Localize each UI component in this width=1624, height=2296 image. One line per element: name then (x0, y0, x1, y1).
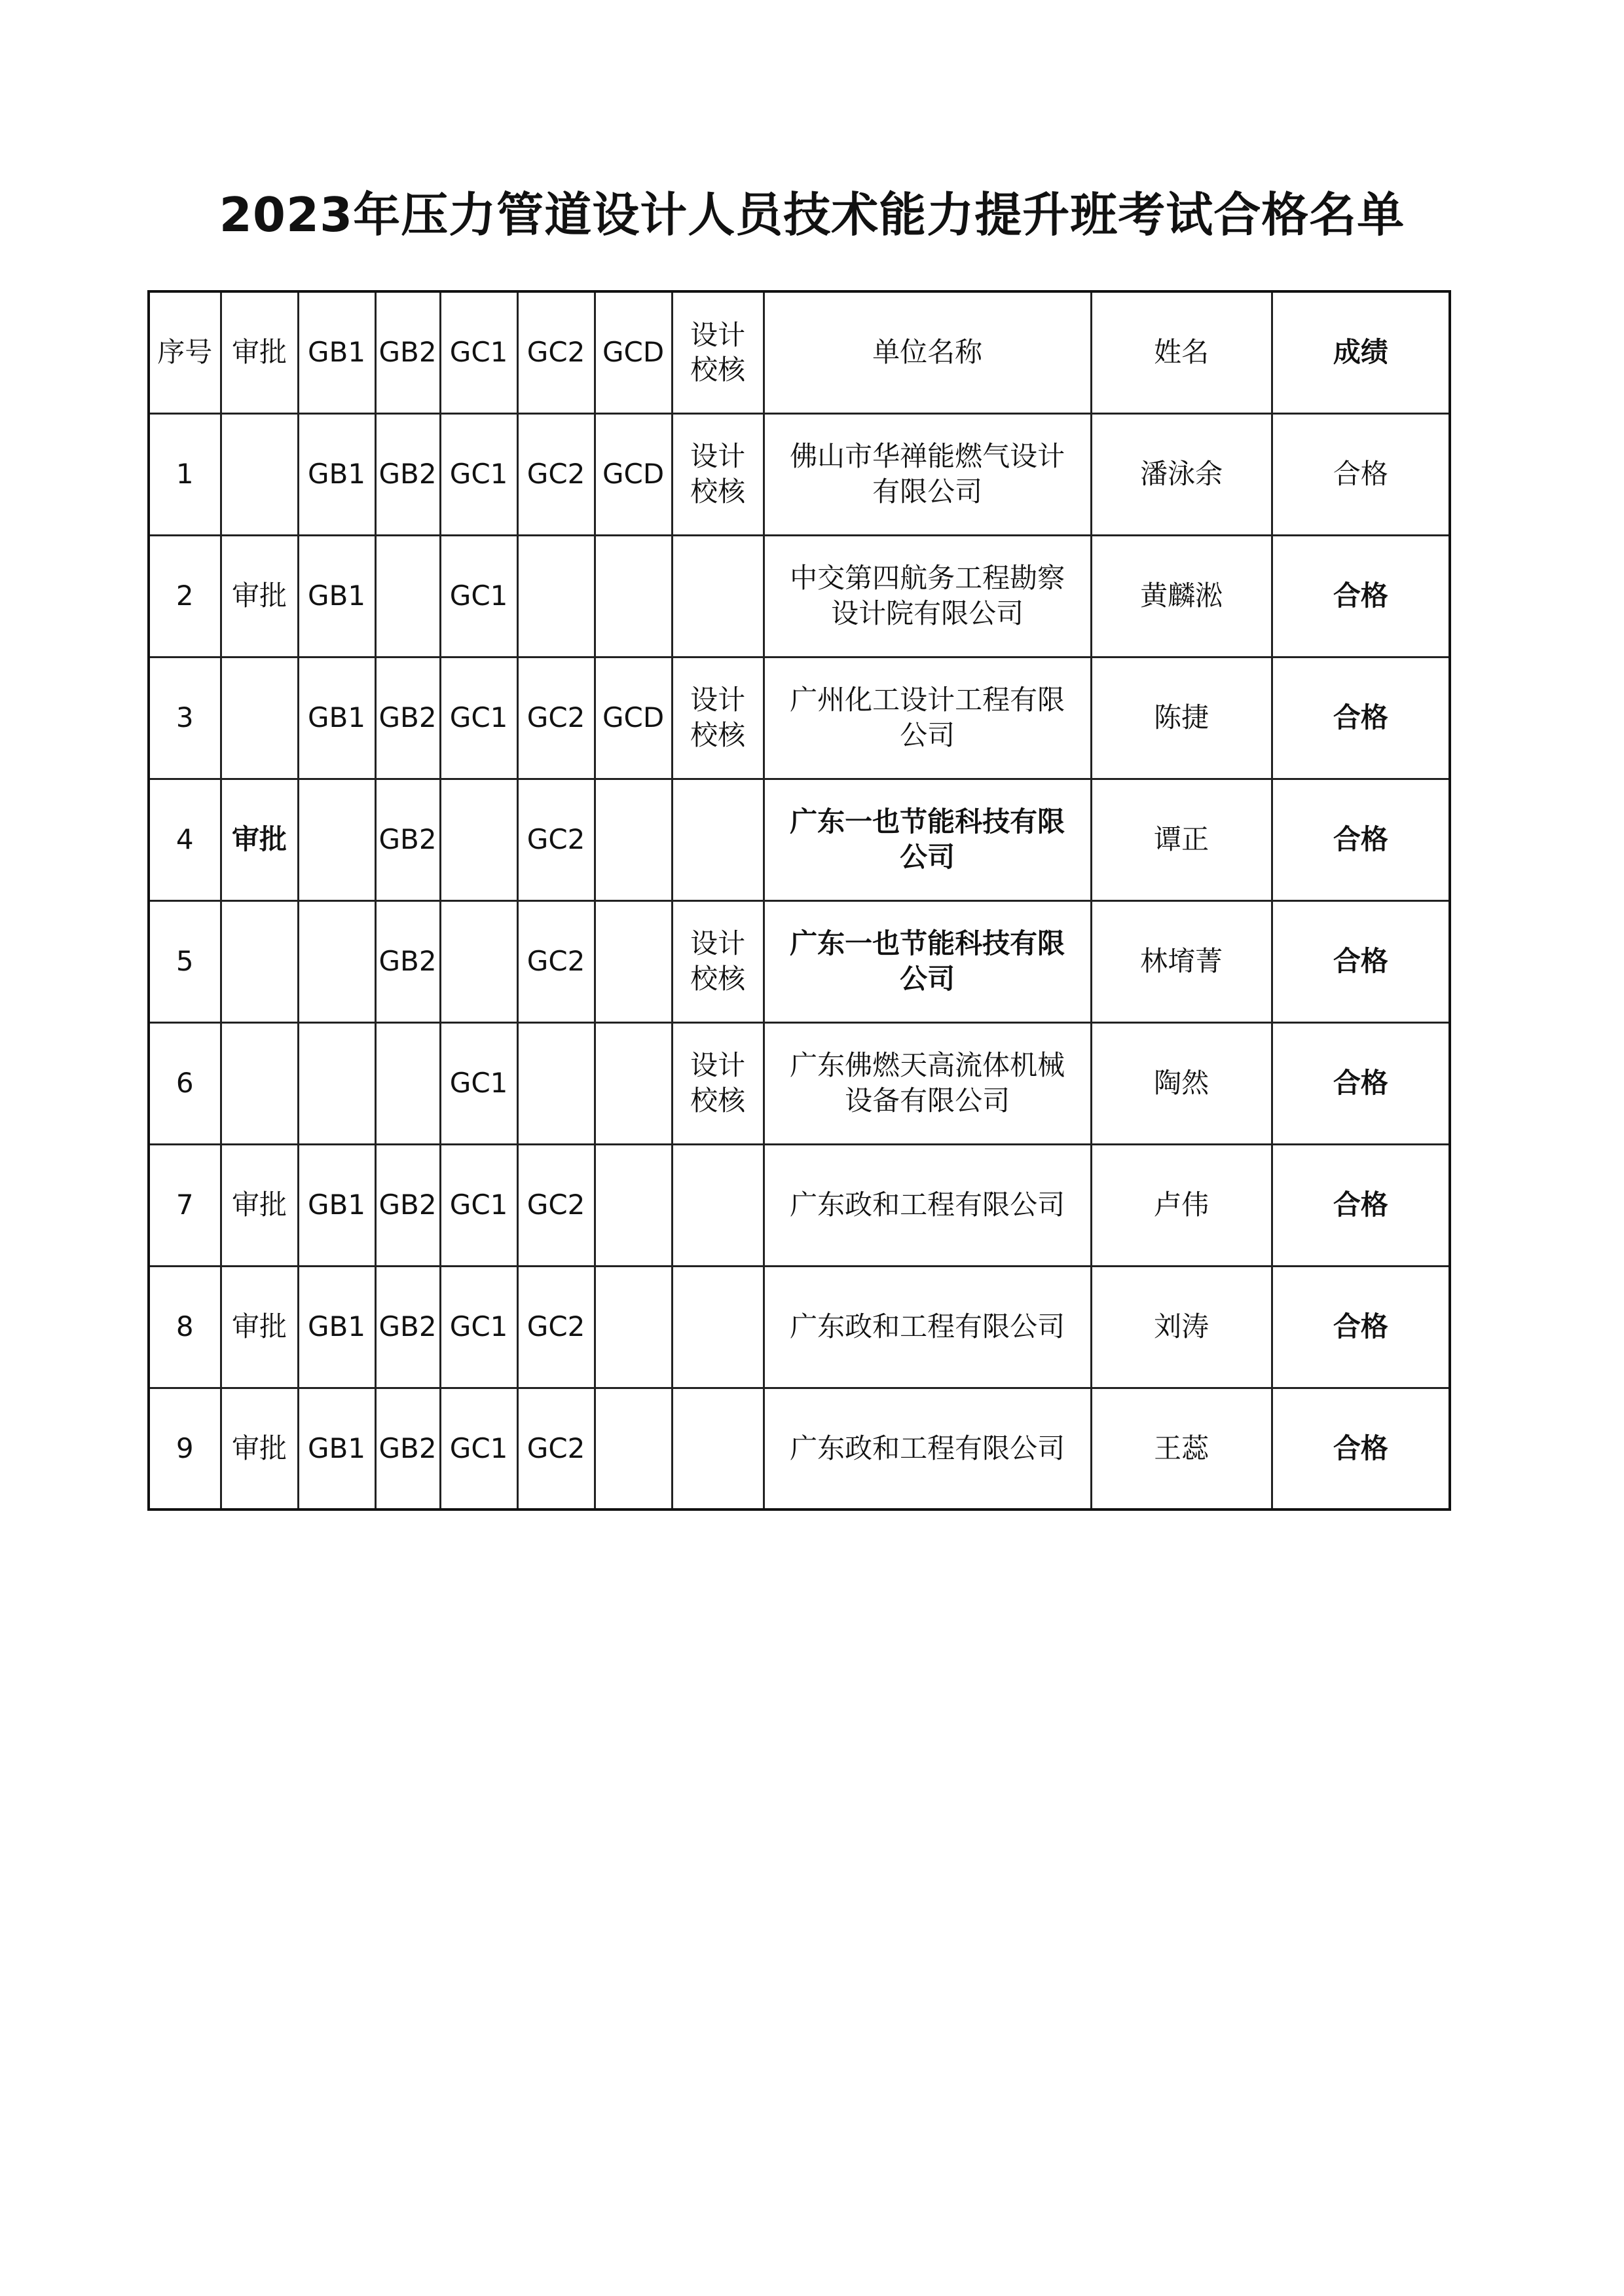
cell-result: 合格 (1272, 413, 1450, 535)
cell-gb2: GB2 (375, 657, 440, 779)
cell-company: 广东政和工程有限公司 (764, 1388, 1091, 1509)
cell-gc1: GC1 (440, 657, 517, 779)
cell-gc2: GC2 (517, 1144, 595, 1266)
cell-company: 佛山市华禅能燃气设计 有限公司 (764, 413, 1091, 535)
header-gc2: GC2 (517, 291, 595, 413)
cell-gb1: GB1 (298, 1144, 375, 1266)
cell-approval: 审批 (221, 1266, 298, 1388)
table-row (149, 657, 1450, 779)
cell-gb2: GB2 (375, 1144, 440, 1266)
page-title: 2023年压力管道设计人员技术能力提升班考试合格名单 (219, 187, 1405, 242)
cell-design-check (672, 535, 764, 657)
cell-approval (221, 1022, 298, 1144)
cell-no: 1 (149, 413, 221, 535)
cell-gb2: GB2 (375, 413, 440, 535)
cell-gb1: GB1 (298, 413, 375, 535)
cell-result: 合格 (1272, 1022, 1450, 1144)
header-gcd: GCD (595, 291, 672, 413)
cell-design-check (672, 779, 764, 900)
cell-gcd (595, 1144, 672, 1266)
cell-approval (221, 900, 298, 1022)
cell-no: 2 (149, 535, 221, 657)
cell-company: 中交第四航务工程勘察 设计院有限公司 (764, 535, 1091, 657)
table-row (149, 779, 1450, 900)
cell-name: 潘泳余 (1091, 413, 1272, 535)
cell-name: 卢伟 (1091, 1144, 1272, 1266)
cell-result: 合格 (1272, 1266, 1450, 1388)
cell-design-check (672, 1266, 764, 1388)
cell-gb1 (298, 900, 375, 1022)
cell-gcd (595, 900, 672, 1022)
cell-result: 合格 (1272, 1388, 1450, 1509)
header-company: 单位名称 (764, 291, 1091, 413)
cell-gcd: GCD (595, 413, 672, 535)
cell-company: 广东政和工程有限公司 (764, 1144, 1091, 1266)
cell-gb2: GB2 (375, 900, 440, 1022)
cell-gb2: GB2 (375, 1266, 440, 1388)
cell-gcd (595, 779, 672, 900)
cell-result: 合格 (1272, 779, 1450, 900)
cell-gc2: GC2 (517, 657, 595, 779)
cell-approval: 审批 (221, 1144, 298, 1266)
cell-gb2: GB2 (375, 779, 440, 900)
cell-gb1: GB1 (298, 1266, 375, 1388)
cell-approval (221, 657, 298, 779)
header-no: 序号 (149, 291, 221, 413)
cell-company: 广东政和工程有限公司 (764, 1266, 1091, 1388)
cell-gc1: GC1 (440, 1388, 517, 1509)
cell-result: 合格 (1272, 1144, 1450, 1266)
cell-gb1 (298, 779, 375, 900)
cell-name: 刘涛 (1091, 1266, 1272, 1388)
cell-gc1: GC1 (440, 413, 517, 535)
cell-name: 黄麟淞 (1091, 535, 1272, 657)
cell-gcd (595, 1388, 672, 1509)
cell-gcd (595, 535, 672, 657)
cell-name: 王蕊 (1091, 1388, 1272, 1509)
table-row (149, 900, 1450, 1022)
header-name: 姓名 (1091, 291, 1272, 413)
header-design-check: 设计 校核 (672, 291, 764, 413)
cell-design-check: 设计 校核 (672, 1022, 764, 1144)
cell-no: 6 (149, 1022, 221, 1144)
cell-gc2: GC2 (517, 413, 595, 535)
table-row (149, 413, 1450, 535)
results-table (147, 290, 1451, 1511)
cell-name: 谭正 (1091, 779, 1272, 900)
header-gb2: GB2 (375, 291, 440, 413)
cell-approval (221, 413, 298, 535)
cell-gb1: GB1 (298, 1388, 375, 1509)
header-gc1: GC1 (440, 291, 517, 413)
cell-gc1 (440, 900, 517, 1022)
cell-gc1: GC1 (440, 1266, 517, 1388)
cell-gc2: GC2 (517, 779, 595, 900)
cell-gc1 (440, 779, 517, 900)
cell-name: 林堉菁 (1091, 900, 1272, 1022)
cell-no: 3 (149, 657, 221, 779)
cell-gc2 (517, 1022, 595, 1144)
cell-gc2: GC2 (517, 1266, 595, 1388)
cell-gb1: GB1 (298, 535, 375, 657)
cell-no: 4 (149, 779, 221, 900)
header-gb1: GB1 (298, 291, 375, 413)
cell-gb1 (298, 1022, 375, 1144)
cell-gb1: GB1 (298, 657, 375, 779)
cell-gc1: GC1 (440, 1144, 517, 1266)
cell-gc2 (517, 535, 595, 657)
cell-approval: 审批 (221, 779, 298, 900)
cell-approval: 审批 (221, 1388, 298, 1509)
cell-approval: 审批 (221, 535, 298, 657)
cell-gb2 (375, 1022, 440, 1144)
cell-gc1: GC1 (440, 535, 517, 657)
cell-no: 5 (149, 900, 221, 1022)
cell-design-check: 设计 校核 (672, 413, 764, 535)
cell-gcd (595, 1022, 672, 1144)
cell-company: 广东佛燃天高流体机械 设备有限公司 (764, 1022, 1091, 1144)
cell-design-check: 设计 校核 (672, 900, 764, 1022)
header-row (149, 291, 1450, 413)
header-result: 成绩 (1272, 291, 1450, 413)
cell-gcd (595, 1266, 672, 1388)
cell-company: 广东一也节能科技有限 公司 (764, 900, 1091, 1022)
cell-result: 合格 (1272, 900, 1450, 1022)
cell-design-check: 设计 校核 (672, 657, 764, 779)
cell-gb2 (375, 535, 440, 657)
cell-gc2: GC2 (517, 900, 595, 1022)
cell-design-check (672, 1388, 764, 1509)
cell-design-check (672, 1144, 764, 1266)
cell-no: 9 (149, 1388, 221, 1509)
cell-company: 广州化工设计工程有限 公司 (764, 657, 1091, 779)
cell-gcd: GCD (595, 657, 672, 779)
cell-no: 8 (149, 1266, 221, 1388)
cell-gc2: GC2 (517, 1388, 595, 1509)
cell-result: 合格 (1272, 657, 1450, 779)
table-row (149, 1144, 1450, 1266)
table-row (149, 535, 1450, 657)
cell-no: 7 (149, 1144, 221, 1266)
header-approval: 审批 (221, 291, 298, 413)
table-row (149, 1388, 1450, 1509)
table-row (149, 1266, 1450, 1388)
cell-gb2: GB2 (375, 1388, 440, 1509)
cell-result: 合格 (1272, 535, 1450, 657)
cell-gc1: GC1 (440, 1022, 517, 1144)
cell-name: 陶然 (1091, 1022, 1272, 1144)
cell-name: 陈捷 (1091, 657, 1272, 779)
table-row (149, 1022, 1450, 1144)
cell-company: 广东一也节能科技有限 公司 (764, 779, 1091, 900)
